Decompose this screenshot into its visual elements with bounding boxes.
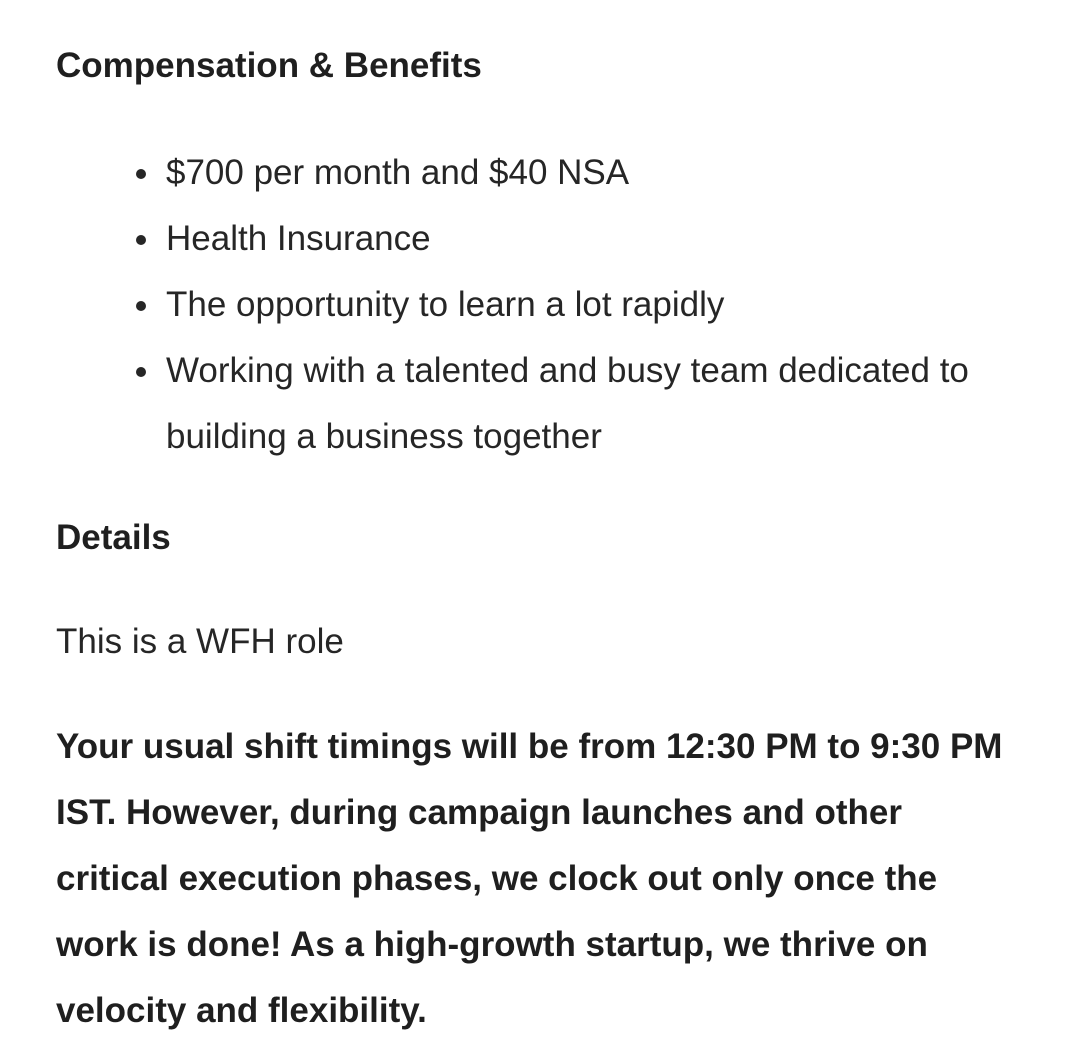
- wfh-text: This is a WFH role: [56, 622, 344, 661]
- bullet-icon: [136, 301, 146, 311]
- benefit-item: [56, 206, 1046, 272]
- details-heading: Details: [56, 518, 171, 557]
- benefit-item: [56, 338, 1046, 470]
- benefit-text: Health Insurance: [166, 219, 431, 258]
- bullet-icon: [136, 367, 146, 377]
- benefit-item: [56, 272, 1046, 338]
- benefit-item: [56, 140, 1046, 206]
- bullet-icon: [136, 235, 146, 245]
- benefit-text: Working with a talented and busy team dedicated to building a business together: [166, 351, 969, 456]
- bullet-icon: [136, 169, 146, 179]
- benefit-text: The opportunity to learn a lot rapidly: [166, 285, 725, 324]
- benefit-text: $700 per month and $40 NSA: [166, 153, 630, 192]
- benefits-list: [56, 140, 1046, 470]
- shift-timings-text: Your usual shift timings will be from 12:30 PM to 9:30 PM IST. However, during campaign launches and other critical execution phases, we clock out only once the work is done! As a high-growth startup, we thrive on velocity and flexibility.: [56, 727, 1003, 1030]
- compensation-heading: Compensation & Benefits: [56, 46, 482, 85]
